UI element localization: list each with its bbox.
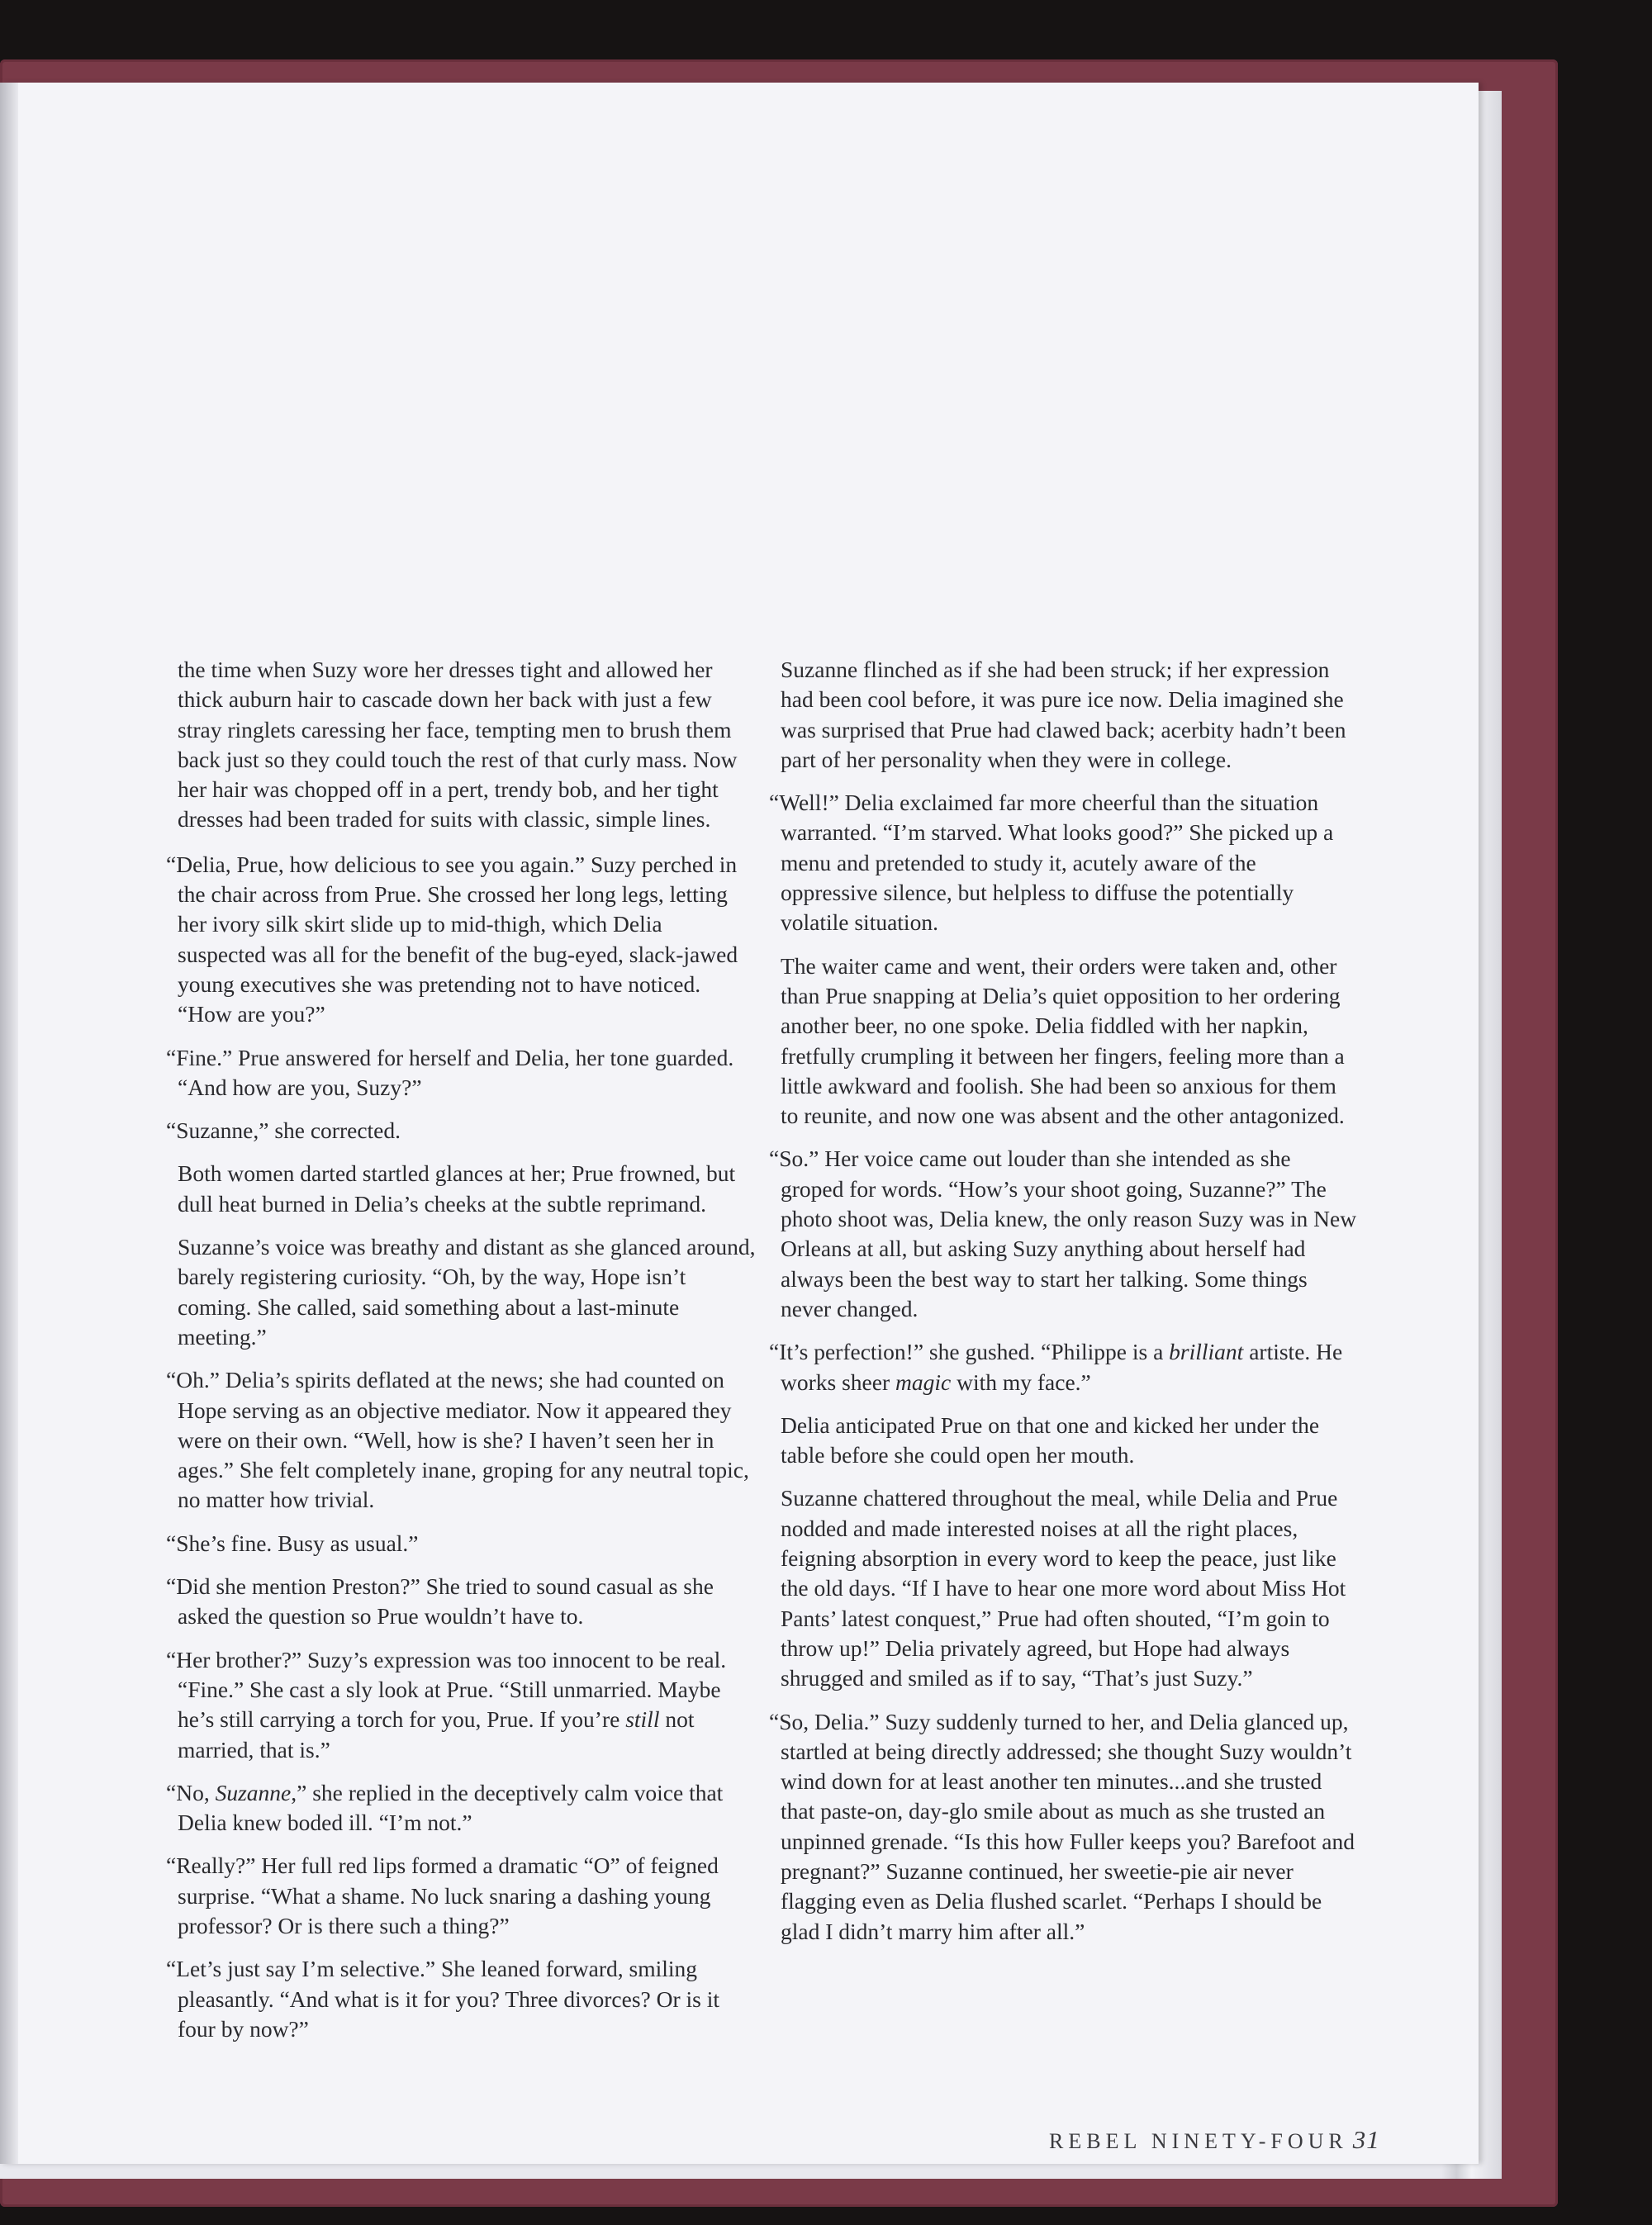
paragraph: “Let’s just say I’m selective.” She leaned forward, smiling pleasantly. “And what is it for you? Three divorces? Or is it four by now?” [166,1956,719,2042]
left-column [166,655,756,2057]
paragraph: “Delia, Prue, how delicious to see you again.” Suzy perched in the chair across from Prue. She crossed her long legs, letting her ivory silk skirt slide up to mid-thigh, which Delia suspected was all for the benefit of the bug-eyed, slack-jawed young executives she was pretending not to have noticed. “How are you?” [166,851,738,1027]
paragraph: “Well!” Delia exclaimed far more cheerful than the situation warranted. “I’m starved. What looks good?” She picked up a menu and pretended to study it, acutely aware of the oppressive silence, but helpless to diffuse the potentially volatile situation. [769,790,1334,936]
paragraph: the time when Suzy wore her dresses tight and allowed her thick auburn hair to cascade down her back with just a few stray ringlets caressing her face, tempting men to brush them back just so they could touch the rest of that curly mass. Now her hair was chopped off in a pert, trendy bob, and her tight dresses had been traded for suits with classic, simple lines. [178,657,738,833]
paragraph: Delia anticipated Prue on that one and kicked her under the table before she could open her mouth. [781,1411,1320,1468]
book-page [0,83,1479,2164]
paragraph: “Oh.” Delia’s spirits deflated at the news; she had counted on Hope serving as an objective mediator. Now it appeared they were on their own. “Well, how is she? I haven’t seen her in ages.” She felt completely inane, groping for any neutral topic, no matter how trivial. [166,1367,749,1513]
paragraph: Suzanne flinched as if she had been struck; if her expression had been cool before, it was pure ice now. Delia imagined she was surprised that Prue had clawed back; acerbity hadn’t been part of her personality when they were in college. [781,657,1346,772]
italic-text: brilliant [1169,1339,1244,1365]
paragraph: Suzanne’s voice was breathy and distant as she glanced around, barely registering curiosity. “Oh, by the way, Hope isn’t coming. She called, said something about a last-minute meeting.” [178,1234,756,1350]
paragraph: “It’s perfection!” she gushed. “Philippe is a brilliant artiste. He works sheer magic with my face.” [769,1339,1343,1395]
running-title: REBEL NINETY-FOUR [1049,2129,1348,2153]
right-column [769,655,1359,1960]
paragraph: “She’s fine. Busy as usual.” [166,1530,419,1556]
paragraph: “Did she mention Preston?” She tried to sound casual as she asked the question so Prue wouldn’t have to. [166,1573,714,1630]
paragraph: “Really?” Her full red lips formed a dramatic “O” of feigned surprise. “What a shame. No luck snaring a dashing young professor? Or is there such a thing?” [166,1853,719,1938]
paragraph: “So.” Her voice came out louder than she intended as she groped for words. “How’s your shoot going, Suzanne?” The photo shoot was, Delia knew, the only reason Suzy was in New Orleans at all, but asking Suzy anything about herself had always been the best way to start her talking. Some things never changed. [769,1146,1357,1321]
page-number: 31 [1352,2125,1380,2154]
paragraph: “Her brother?” Suzy’s expression was too innocent to be real. “Fine.” She cast a sly look at Prue. “Still unmarried. Maybe he’s still carrying a torch for you, Prue. If you’re still not married, that is.” [166,1646,727,1762]
paragraph: “So, Delia.” Suzy suddenly turned to her, and Delia glanced up, startled at being directly addressed; she thought Suzy wouldn’t wind down for at least another ten minutes...and she trusted that paste-on, day-glo smile about as much as she trusted an unpinned grenade. “Is this how Fuller keeps you? Barefoot and pregnant?” Suzanne continued, her sweetie-pie air never flagging even as Delia flushed scarlet. “Perhaps I should be glad I didn’t marry him after all.” [769,1708,1355,1944]
italic-text: magic [895,1369,952,1395]
paragraph: Suzanne chattered throughout the meal, while Delia and Prue nodded and made interested noises at all the right places, feigning absorption in every word to keep the peace, just like the old days. “If I have to hear one more word about Miss Hot Pants’ latest conquest,” Prue had often shouted, “I’m goin to throw up!” Delia privately agreed, but Hope had always shrugged and smiled as if to say, “That’s just Suzy.” [781,1485,1346,1691]
paragraph: “Suzanne,” she corrected. [166,1117,401,1144]
paragraph: “Fine.” Prue answered for herself and Delia, her tone guarded. “And how are you, Suzy?” [166,1044,734,1100]
italic-text: still [625,1706,660,1733]
italic-text: Suzanne [215,1779,292,1805]
paragraph: Both women darted startled glances at her; Prue frowned, but dull heat burned in Delia’s cheeks at the subtle reprimand. [178,1160,736,1217]
page-footer [1049,2125,1380,2155]
paragraph: “No, Suzanne,” she replied in the deceptively calm voice that Delia knew boded ill. “I’m not.” [166,1779,724,1836]
paragraph: The waiter came and went, their orders were taken and, other than Prue snapping at Delia’s quiet opposition to her ordering another beer, no one spoke. Delia fiddled with her napkin, fretfully crumpling it between her fingers, feeling more than a little awkward and foolish. She had been so anxious for them to reunite, and now one was absent and the other antagonized. [781,952,1345,1129]
